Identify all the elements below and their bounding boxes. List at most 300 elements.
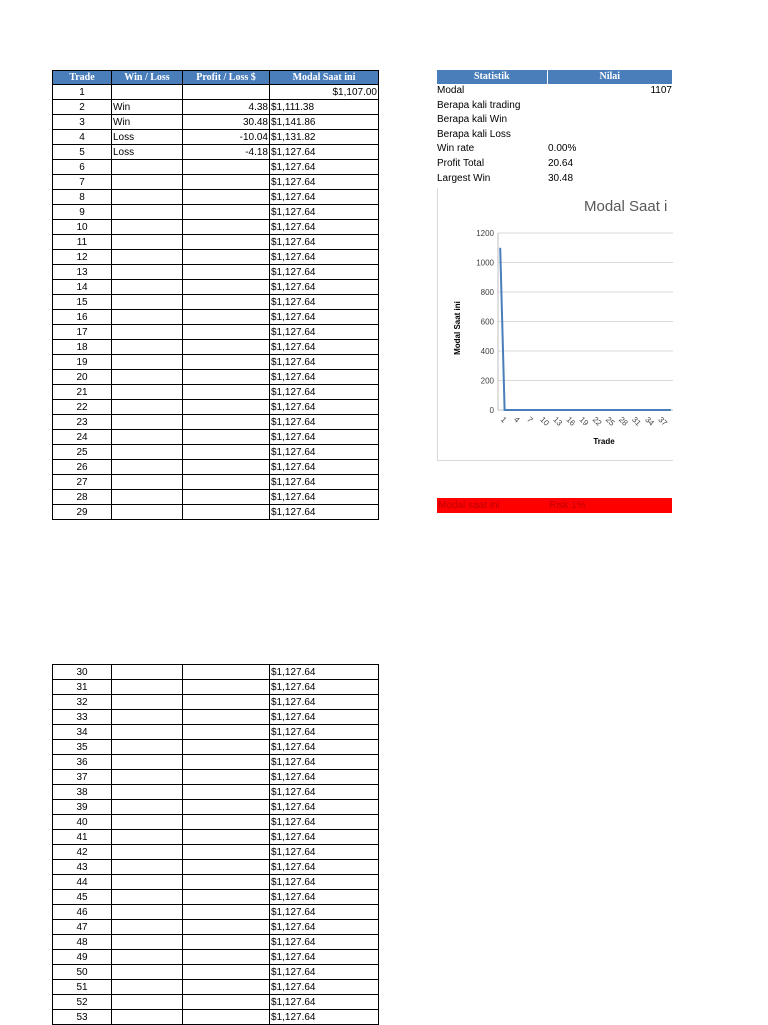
table-row (53, 205, 379, 220)
cell-trade: 7 (53, 175, 112, 190)
stat-label: Berapa kali Win (437, 114, 508, 126)
cell-profit-loss (183, 770, 270, 785)
cell-win-loss (112, 160, 183, 175)
table-row (53, 770, 379, 785)
cell-win-loss (112, 710, 183, 725)
header-trade: Trade (53, 71, 112, 85)
table-row (53, 935, 379, 950)
cell-win-loss (112, 995, 183, 1010)
cell-trade: 17 (53, 325, 112, 340)
stat-value: 1107 (650, 85, 672, 96)
cell-win-loss: Loss (112, 130, 183, 145)
cell-profit-loss (183, 950, 270, 965)
cell-win-loss (112, 310, 183, 325)
cell-profit-loss (183, 875, 270, 890)
cell-trade: 19 (53, 355, 112, 370)
cell-win-loss (112, 905, 183, 920)
table-row (53, 175, 379, 190)
cell-capital: $1,127.64 (270, 295, 379, 310)
cell-trade: 49 (53, 950, 112, 965)
stat-label: Modal (437, 85, 465, 96)
cell-profit-loss (183, 295, 270, 310)
cell-capital: $1,127.64 (270, 935, 379, 950)
cell-capital: $1,127.64 (270, 340, 379, 355)
cell-win-loss: Win (112, 115, 183, 130)
stat-label: Largest Win (437, 172, 491, 184)
cell-win-loss (112, 370, 183, 385)
cell-capital: $1,127.64 (270, 815, 379, 830)
cell-trade: 22 (53, 400, 112, 415)
stat-label: Profit Total (437, 157, 485, 169)
table-row (53, 145, 379, 160)
cell-trade: 5 (53, 145, 112, 160)
cell-profit-loss (183, 250, 270, 265)
table-row (53, 905, 379, 920)
cell-win-loss (112, 250, 183, 265)
table-header-row (53, 71, 379, 85)
table-row (53, 875, 379, 890)
cell-trade: 18 (53, 340, 112, 355)
cell-profit-loss (183, 415, 270, 430)
cell-profit-loss (183, 935, 270, 950)
cell-capital: $1,127.64 (270, 905, 379, 920)
cell-trade: 37 (53, 770, 112, 785)
cell-win-loss (112, 190, 183, 205)
cell-win-loss (112, 205, 183, 220)
cell-trade: 34 (53, 725, 112, 740)
y-tick-label: 1000 (476, 258, 494, 268)
cell-win-loss (112, 265, 183, 280)
cell-win-loss (112, 920, 183, 935)
cell-capital: $1,127.64 (270, 325, 379, 340)
cell-win-loss (112, 325, 183, 340)
cell-capital: $1,127.64 (270, 460, 379, 475)
cell-win-loss (112, 935, 183, 950)
cell-profit-loss (183, 280, 270, 295)
cell-profit-loss (183, 310, 270, 325)
cell-trade: 32 (53, 695, 112, 710)
cell-capital: $1,127.64 (270, 280, 379, 295)
cell-profit-loss (183, 665, 270, 680)
x-tick-label: 1 (498, 415, 509, 425)
stat-row (437, 142, 672, 157)
cell-trade: 23 (53, 415, 112, 430)
stat-row (437, 113, 672, 128)
cell-win-loss (112, 475, 183, 490)
cell-capital: $1,127.64 (270, 665, 379, 680)
stat-value: 0.00% (548, 143, 577, 155)
cell-win-loss (112, 800, 183, 815)
header-nilai: Nilai (548, 70, 672, 84)
cell-capital: $1,111.38 (270, 100, 379, 115)
cell-capital: $1,127.64 (270, 205, 379, 220)
cell-profit-loss (183, 1010, 270, 1025)
stat-label: Berapa kali trading (437, 99, 521, 111)
table-row (53, 445, 379, 460)
cell-capital: $1,127.64 (270, 950, 379, 965)
cell-profit-loss (183, 265, 270, 280)
table-row (53, 695, 379, 710)
cell-capital: $1,127.64 (270, 725, 379, 740)
x-axis-title: Trade (593, 437, 615, 446)
cell-win-loss (112, 355, 183, 370)
y-tick-label: 600 (480, 317, 494, 327)
cell-profit-loss (183, 490, 270, 505)
table-row (53, 710, 379, 725)
cell-capital: $1,127.64 (270, 175, 379, 190)
cell-win-loss (112, 400, 183, 415)
table-row (53, 130, 379, 145)
cell-win-loss (112, 725, 183, 740)
cell-capital: $1,127.64 (270, 190, 379, 205)
header-capital: Modal Saat ini (270, 71, 379, 85)
cell-trade: 28 (53, 490, 112, 505)
cell-capital: $1,127.64 (270, 800, 379, 815)
cell-capital: $1,127.64 (270, 400, 379, 415)
y-tick-label: 400 (480, 347, 494, 356)
cell-trade: 40 (53, 815, 112, 830)
cell-trade: 13 (53, 265, 112, 280)
cell-capital: $1,127.64 (270, 265, 379, 280)
stat-row (437, 84, 672, 99)
cell-profit-loss (183, 430, 270, 445)
cell-capital: $1,141.86 (270, 115, 379, 130)
header-win-loss: Win / Loss (112, 71, 183, 85)
table-row (53, 385, 379, 400)
cell-profit-loss (183, 905, 270, 920)
cell-win-loss (112, 505, 183, 520)
stat-row (437, 172, 672, 187)
y-tick-label: 0 (489, 406, 494, 415)
cell-trade: 16 (53, 310, 112, 325)
cell-trade: 9 (53, 205, 112, 220)
cell-win-loss (112, 965, 183, 980)
cell-capital: $1,127.64 (270, 475, 379, 490)
table-row (53, 250, 379, 265)
table-row (53, 400, 379, 415)
table-row (53, 490, 379, 505)
cell-win-loss (112, 385, 183, 400)
cell-profit-loss (183, 475, 270, 490)
cell-win-loss (112, 890, 183, 905)
cell-trade: 26 (53, 460, 112, 475)
cell-trade: 11 (53, 235, 112, 250)
cell-win-loss (112, 85, 183, 100)
cell-capital: $1,127.64 (270, 235, 379, 250)
cell-capital: $1,127.64 (270, 310, 379, 325)
cell-profit-loss (183, 460, 270, 475)
table-row (53, 1010, 379, 1025)
table-row (53, 845, 379, 860)
cell-win-loss (112, 875, 183, 890)
cell-profit-loss (183, 680, 270, 695)
cell-win-loss (112, 220, 183, 235)
table-row (53, 830, 379, 845)
cell-profit-loss: -10.04 (183, 130, 270, 145)
x-tick-label: 37 (656, 415, 669, 428)
x-tick-label: 34 (643, 415, 656, 428)
cell-profit-loss (183, 965, 270, 980)
stat-value (548, 99, 672, 114)
cell-win-loss (112, 665, 183, 680)
table-row (53, 355, 379, 370)
cell-trade: 8 (53, 190, 112, 205)
series-line (500, 248, 671, 410)
cell-profit-loss (183, 235, 270, 250)
cell-capital: $1,127.64 (270, 490, 379, 505)
cell-win-loss (112, 680, 183, 695)
cell-trade: 50 (53, 965, 112, 980)
cell-profit-loss (183, 740, 270, 755)
cell-capital: $1,127.64 (270, 680, 379, 695)
cell-trade: 38 (53, 785, 112, 800)
table-row (53, 920, 379, 935)
x-tick-label: 4 (511, 415, 522, 425)
cell-capital: $1,127.64 (270, 445, 379, 460)
cell-capital: $1,131.82 (270, 130, 379, 145)
cell-trade: 6 (53, 160, 112, 175)
cell-trade: 29 (53, 505, 112, 520)
cell-profit-loss (183, 845, 270, 860)
table-row (53, 325, 379, 340)
cell-trade: 36 (53, 755, 112, 770)
cell-profit-loss (183, 325, 270, 340)
cell-trade: 45 (53, 890, 112, 905)
header-profit-loss: Profit / Loss $ (183, 71, 270, 85)
cell-capital: $1,127.64 (270, 160, 379, 175)
cell-trade: 27 (53, 475, 112, 490)
cell-trade: 48 (53, 935, 112, 950)
x-tick-label: 19 (577, 415, 591, 428)
cell-win-loss (112, 785, 183, 800)
cell-capital: $1,127.64 (270, 220, 379, 235)
cell-trade: 10 (53, 220, 112, 235)
y-tick-label: 800 (480, 288, 494, 297)
cell-capital: $1,127.64 (270, 890, 379, 905)
cell-trade: 35 (53, 740, 112, 755)
statistics-header (437, 70, 672, 84)
risk-row (437, 498, 672, 513)
table-row (53, 85, 379, 100)
cell-trade: 33 (53, 710, 112, 725)
y-tick-label: 1200 (476, 229, 494, 238)
cell-trade: 15 (53, 295, 112, 310)
cell-profit-loss (183, 190, 270, 205)
cell-capital: $1,127.64 (270, 965, 379, 980)
table-row (53, 950, 379, 965)
cell-capital: $1,127.64 (270, 430, 379, 445)
cell-profit-loss (183, 160, 270, 175)
table-row (53, 310, 379, 325)
cell-profit-loss (183, 445, 270, 460)
cell-trade: 1 (53, 85, 112, 100)
cell-profit-loss (183, 400, 270, 415)
cell-capital: $1,127.64 (270, 695, 379, 710)
cell-trade: 14 (53, 280, 112, 295)
risk-value: Risk 1% (549, 500, 586, 511)
cell-trade: 46 (53, 905, 112, 920)
x-tick-label: 25 (603, 415, 617, 428)
table-row (53, 680, 379, 695)
cell-trade: 41 (53, 830, 112, 845)
cell-profit-loss (183, 340, 270, 355)
cell-trade: 24 (53, 430, 112, 445)
cell-profit-loss (183, 725, 270, 740)
cell-trade: 42 (53, 845, 112, 860)
cell-capital: $1,127.64 (270, 385, 379, 400)
table-row (53, 100, 379, 115)
cell-capital: $1,127.64 (270, 355, 379, 370)
table-row (53, 505, 379, 520)
table-row (53, 980, 379, 995)
table-row (53, 280, 379, 295)
table-row (53, 725, 379, 740)
cell-win-loss: Win (112, 100, 183, 115)
table-row (53, 430, 379, 445)
cell-win-loss (112, 1010, 183, 1025)
x-tick-label: 10 (538, 415, 551, 428)
stat-value (548, 128, 672, 143)
chart-title: Modal Saat i (584, 198, 668, 215)
cell-trade: 39 (53, 800, 112, 815)
table-row (53, 190, 379, 205)
stat-value: 30.48 (548, 172, 574, 184)
cell-win-loss (112, 340, 183, 355)
cell-capital: $1,127.64 (270, 505, 379, 520)
table-row (53, 800, 379, 815)
cell-capital: $1,127.64 (270, 770, 379, 785)
cell-profit-loss (183, 355, 270, 370)
cell-profit-loss (183, 815, 270, 830)
cell-capital: $1,107.00 (270, 85, 379, 100)
cell-capital: $1,127.64 (270, 980, 379, 995)
cell-trade: 31 (53, 680, 112, 695)
cell-profit-loss (183, 370, 270, 385)
header-statistik: Statistik (437, 70, 548, 84)
cell-win-loss (112, 460, 183, 475)
cell-trade: 4 (53, 130, 112, 145)
cell-profit-loss (183, 710, 270, 725)
table-row (53, 265, 379, 280)
table-row (53, 115, 379, 130)
cell-profit-loss (183, 85, 270, 100)
cell-win-loss (112, 770, 183, 785)
cell-profit-loss (183, 755, 270, 770)
x-tick-label: 13 (551, 415, 564, 428)
cell-profit-loss (183, 800, 270, 815)
x-tick-label: 22 (590, 415, 604, 428)
table-row (53, 295, 379, 310)
table-row (53, 965, 379, 980)
table-row (53, 860, 379, 875)
cell-trade: 3 (53, 115, 112, 130)
table-row (53, 815, 379, 830)
cell-capital: $1,127.64 (270, 250, 379, 265)
cell-profit-loss: -4.18 (183, 145, 270, 160)
cell-trade: 47 (53, 920, 112, 935)
cell-win-loss (112, 175, 183, 190)
stat-row (437, 128, 672, 143)
cell-trade: 2 (53, 100, 112, 115)
cell-win-loss (112, 740, 183, 755)
cell-capital: $1,127.64 (270, 830, 379, 845)
table-row (53, 460, 379, 475)
y-tick-label: 200 (480, 376, 494, 386)
cell-profit-loss (183, 205, 270, 220)
cell-trade: 30 (53, 665, 112, 680)
cell-profit-loss (183, 220, 270, 235)
table-row (53, 475, 379, 490)
cell-win-loss (112, 830, 183, 845)
cell-win-loss (112, 415, 183, 430)
cell-capital: $1,127.64 (270, 710, 379, 725)
cell-profit-loss: 30.48 (183, 115, 270, 130)
stat-value: 20.64 (548, 157, 574, 169)
cell-trade: 12 (53, 250, 112, 265)
cell-win-loss (112, 845, 183, 860)
cell-win-loss (112, 280, 183, 295)
cell-win-loss (112, 235, 183, 250)
table-row (53, 235, 379, 250)
cell-profit-loss (183, 505, 270, 520)
cell-capital: $1,127.64 (270, 860, 379, 875)
cell-capital: $1,127.64 (270, 875, 379, 890)
trade-table-top (52, 70, 379, 520)
risk-label: Modal saat ini (438, 500, 500, 511)
cell-profit-loss (183, 890, 270, 905)
cell-capital: $1,127.64 (270, 785, 379, 800)
cell-win-loss (112, 755, 183, 770)
table-row (53, 740, 379, 755)
stat-label: Win rate (437, 143, 475, 155)
cell-capital: $1,127.64 (270, 370, 379, 385)
y-axis-title: Modal Saat ini (453, 301, 462, 355)
table-row (53, 220, 379, 235)
table-row (53, 785, 379, 800)
stat-label: Berapa kali Loss (437, 128, 511, 140)
cell-win-loss (112, 490, 183, 505)
cell-trade: 21 (53, 385, 112, 400)
cell-capital: $1,127.64 (270, 145, 379, 160)
cell-win-loss (112, 445, 183, 460)
cell-win-loss (112, 950, 183, 965)
cell-win-loss (112, 980, 183, 995)
cell-profit-loss (183, 980, 270, 995)
cell-win-loss (112, 695, 183, 710)
cell-trade: 52 (53, 995, 112, 1010)
x-tick-label: 7 (525, 415, 535, 425)
cell-win-loss (112, 295, 183, 310)
statistics-panel (437, 70, 672, 186)
cell-win-loss: Loss (112, 145, 183, 160)
cell-win-loss (112, 430, 183, 445)
cell-trade: 25 (53, 445, 112, 460)
table-row (53, 340, 379, 355)
cell-trade: 20 (53, 370, 112, 385)
cell-capital: $1,127.64 (270, 1010, 379, 1025)
stat-value (548, 113, 672, 128)
x-tick-label: 28 (616, 415, 630, 428)
cell-profit-loss (183, 860, 270, 875)
cell-profit-loss (183, 830, 270, 845)
cell-profit-loss (183, 920, 270, 935)
cell-capital: $1,127.64 (270, 845, 379, 860)
cell-profit-loss (183, 785, 270, 800)
table-row (53, 890, 379, 905)
cell-profit-loss (183, 175, 270, 190)
stat-row (437, 157, 672, 172)
table-row (53, 995, 379, 1010)
